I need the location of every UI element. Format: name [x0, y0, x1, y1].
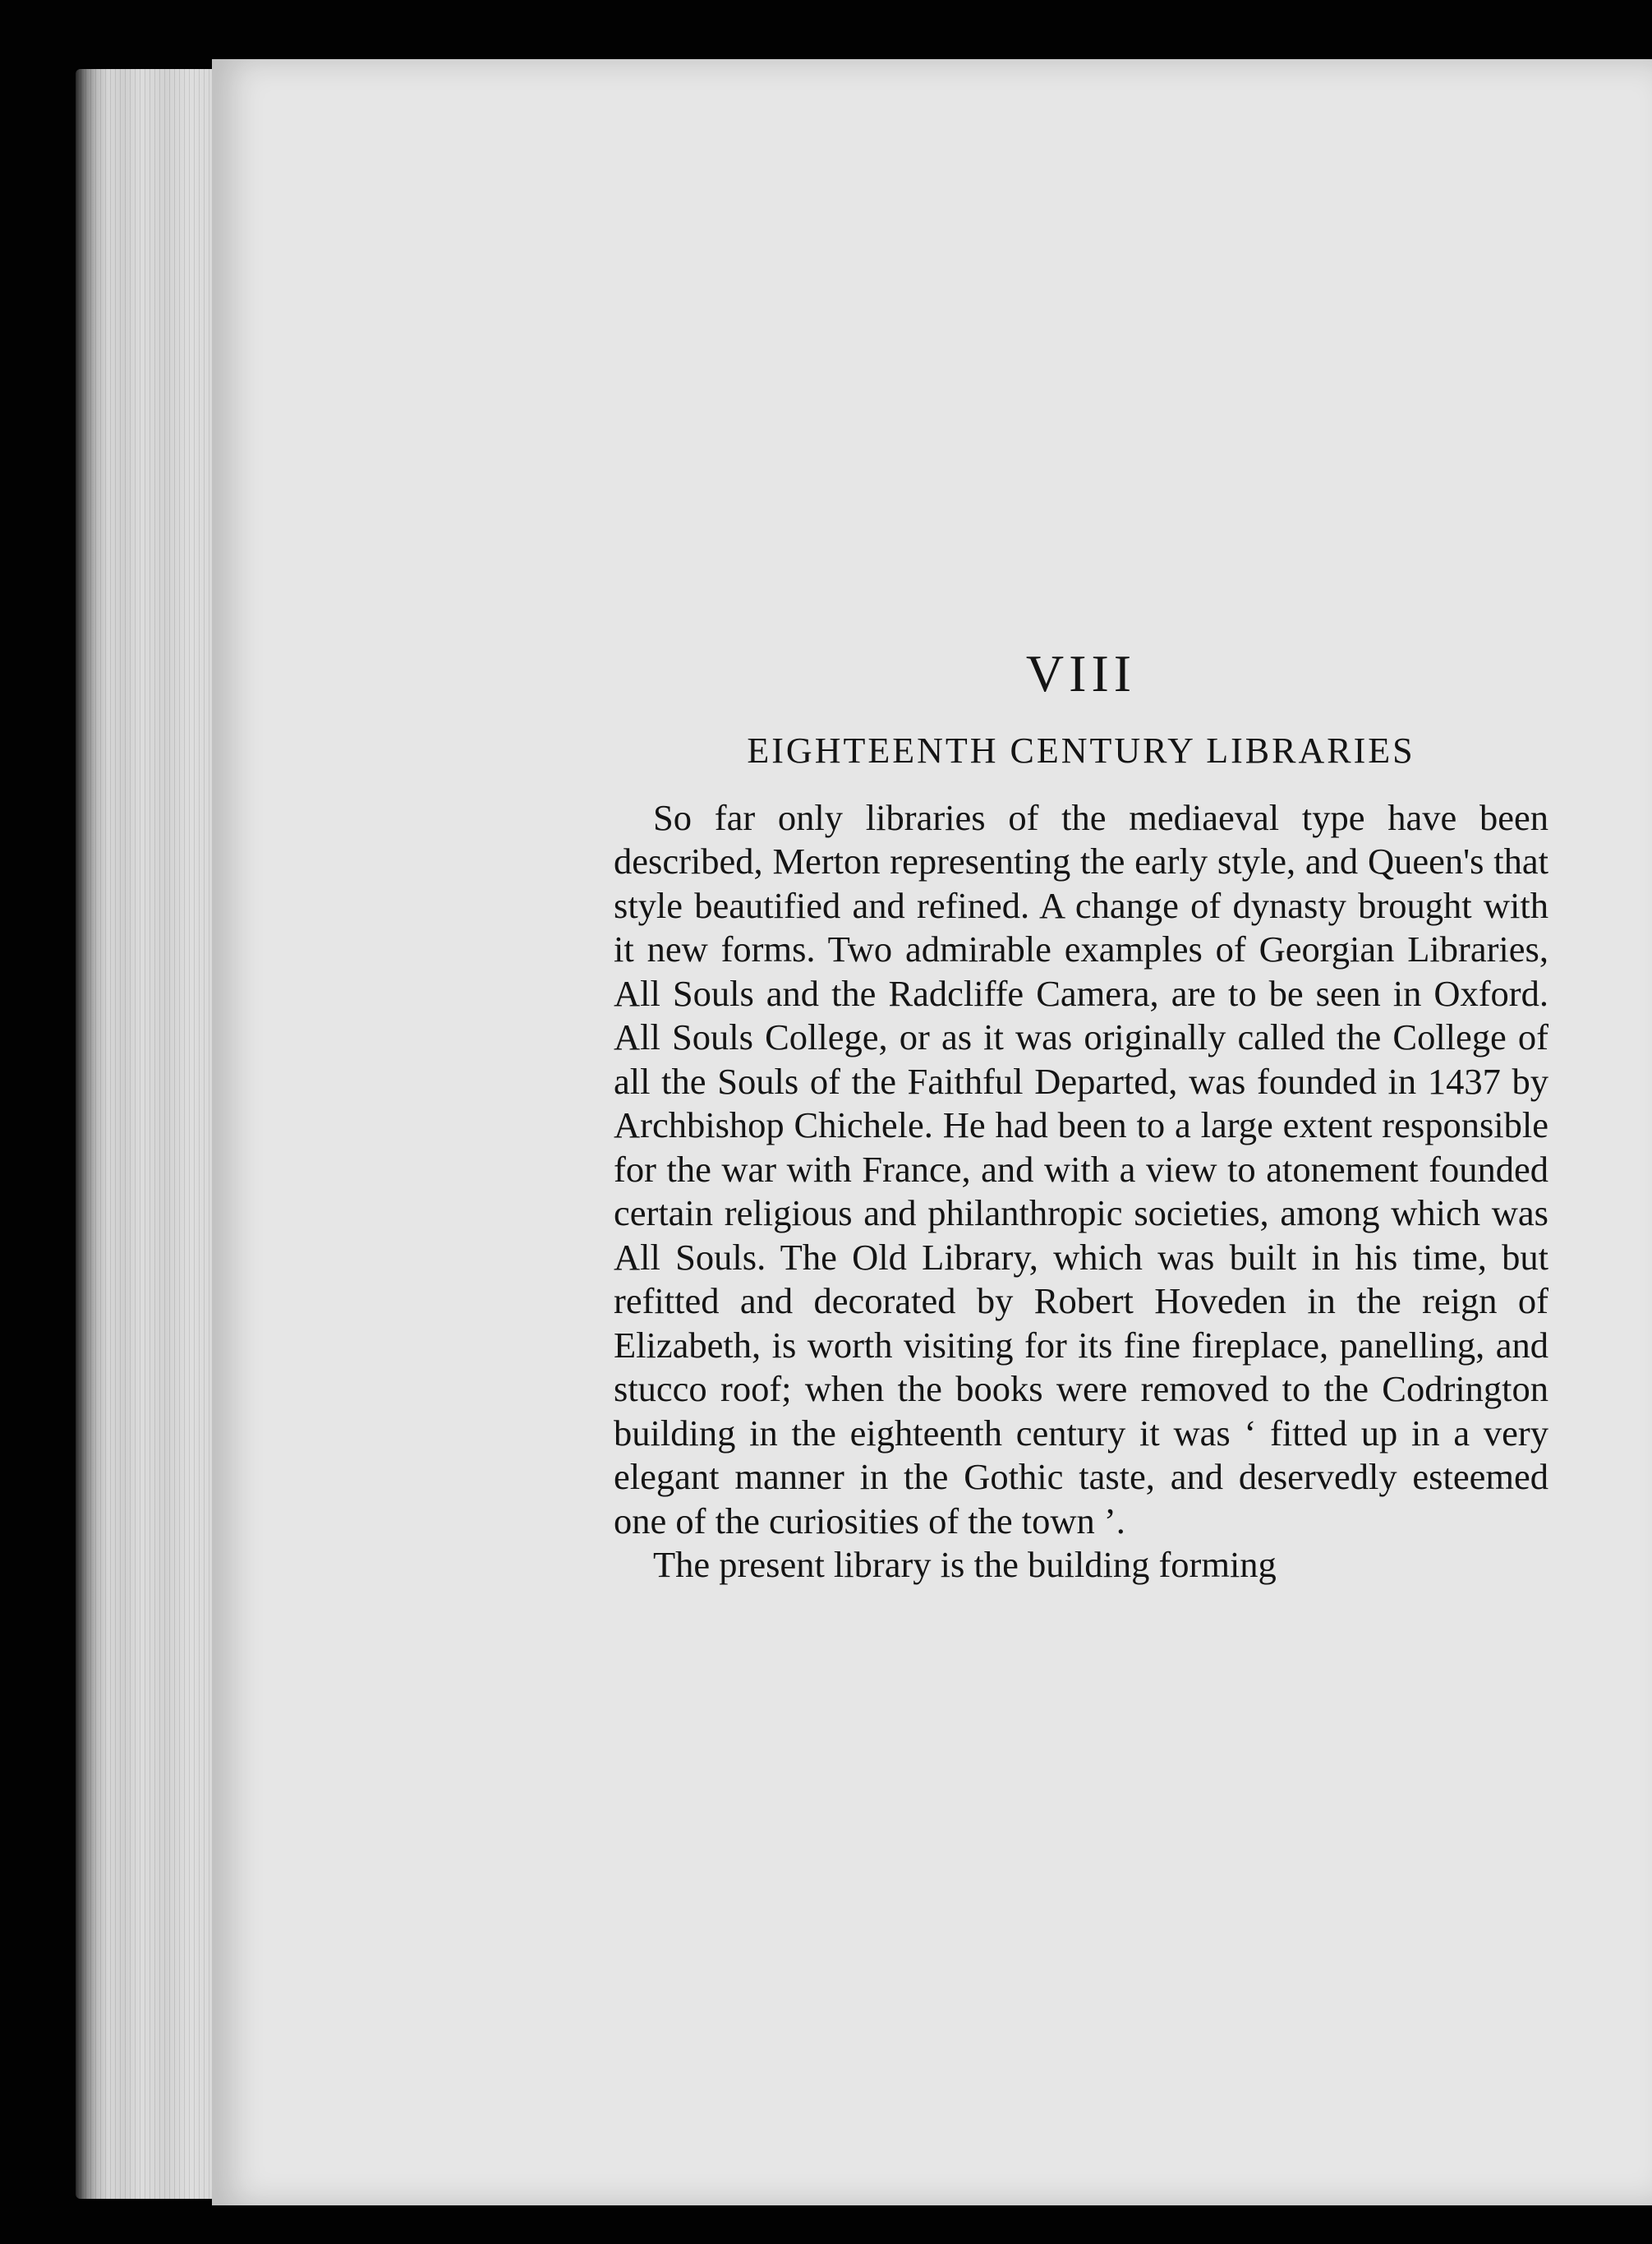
chapter-number: VIII — [1025, 644, 1137, 703]
paragraph-2: The present library is the building forming — [653, 1544, 1277, 1586]
text-block — [614, 634, 1548, 1587]
chapter-title: EIGHTEENTH CENTURY LIBRARIES — [747, 730, 1415, 771]
paragraph-1: So far only libraries of the mediaeval type have been described, Merton representing the early style, and Queen's that style beautified and refined. A change of dynasty brought with it new forms. Two admirable examples of Georgian Libraries, All Souls and the Radcliffe Camera, are to be seen in Oxford. All Souls College, or as it was originally called the College of all the Souls of the Faithful Departed, was founded in 1437 by Archbishop Chichele. He had been to a large extent responsible for the war with France, and with a view to atonement founded certain religious and philanthropic societies, among which was All Souls. The Old Library, which was built in his time, but refitted and decorated by Robert Hoveden in the reign of Elizabeth, is worth visiting for its fine fireplace, panelling, and stucco roof; when the books were removed to the Codrington building in the eighteenth century it was ‘ fitted up in a very elegant manner in the Gothic taste, and deservedly esteemed one of the curiosities of the town ’. — [614, 796, 1548, 1541]
page-edges — [76, 69, 232, 2199]
book-page — [212, 59, 1652, 2205]
